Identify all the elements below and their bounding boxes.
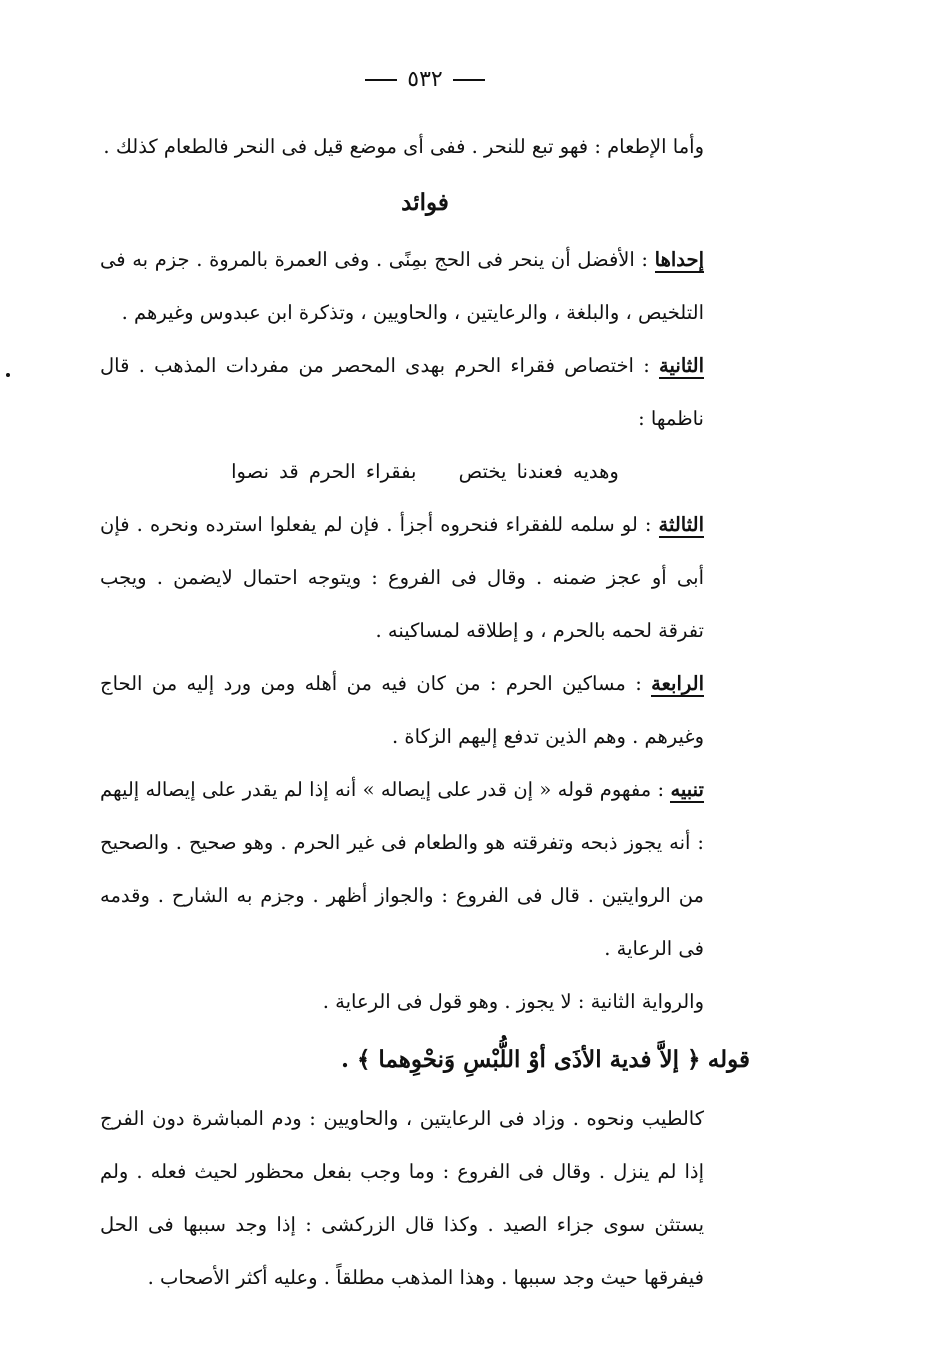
quoted-phrase <box>100 1028 750 1092</box>
benefit-1-lead: إحداها <box>654 248 704 271</box>
benefit-2 <box>100 339 750 445</box>
margin-dot <box>6 373 10 377</box>
note-lead: تنبيه <box>670 778 704 801</box>
verse-hemistich-1: وهديه فعندنا يختص <box>458 460 619 483</box>
quote-lead: قوله <box>707 1046 750 1073</box>
benefit-3-lead: الثالثة <box>658 513 704 536</box>
benefit-2-text: : اختصاص فقراء الحرم بهدى المحصر من مفردات المذهب . قال ناظمها : <box>100 354 704 430</box>
note-paragraph <box>100 763 750 975</box>
section-heading: فوائد <box>401 189 449 216</box>
benefit-4-text: : مساكين الحرم : من كان فيه من أهله ومن ورد إليه من الحاج وغيرهم . وهم الذين تدفع إليهم الزكاة . <box>100 672 704 748</box>
poem-verse <box>100 445 750 498</box>
benefit-1 <box>100 233 750 339</box>
final-paragraph: كالطيب ونحوه . وزاد فى الرعايتين ، والحاويين : ودم المباشرة دون الفرج إذا لم ينزل . وقال فى الفروع : وما وجب بفعل محظور لحيث فعله . ولم يستثن سوى جزاء الصيد . وكذا قال الزركشى : إذا وجد سببها فى الحل فيفرقها حيث وجد سببها . وهذا المذهب مطلقاً . وعليه أكثر الأصحاب . <box>100 1107 704 1289</box>
note-second-narration: والرواية الثانية : لا يجوز . وهو قول فى الرعاية . <box>322 990 704 1013</box>
benefit-3-text: : لو سلمه للفقراء فنحروه أجزأ . فإن لم يفعلوا استرده ونحره . فإن أبى أو عجز ضمنه . وقال فى الفروع : ويتوجه احتمال لايضمن . ويجب تفرقة لحمه بالحرم ، و إطلاقه لمساكينه . <box>100 513 704 642</box>
note-text: : مفهوم قوله « إن قدر على إيصاله » أنه إذا لم يقدر على إيصاله إليهم : أنه يجوز ذبحه وتفرقته هو والطعام فى غير الحرم . وهو صحيح . والصحيح من الروايتين . قال فى الفروع : والجواز أظهر . وجزم به الشارح . وقدمه فى الرعاية . <box>100 778 704 960</box>
page-number: ٥٣٢ <box>100 60 750 100</box>
benefit-2-lead: الثانية <box>659 354 704 377</box>
quote-text: ﴿ إلاَّ فدية الأذَى أوْ اللُّبْسِ وَنحْوِهما ﴾ . <box>340 1046 701 1073</box>
benefit-4-lead: الرابعة <box>651 672 704 695</box>
benefit-1-text: : الأفضل أن ينحر فى الحج بمِنًى . وفى العمرة بالمروة . جزم به فى التلخيص ، والبلغة ، والرعايتين ، والحاويين ، وتذكرة ابن عبدوس وغيرهم . <box>100 248 704 324</box>
verse-hemistich-2: بفقراء الحرم قد نصوا <box>231 460 417 483</box>
benefit-4 <box>100 657 750 763</box>
benefit-3 <box>100 498 750 657</box>
intro-paragraph: وأما الإطعام : فهو تبع للنحر . ففى أى موضع قيل فى النحر فالطعام كذلك . <box>103 135 704 158</box>
document-page <box>100 60 750 1304</box>
